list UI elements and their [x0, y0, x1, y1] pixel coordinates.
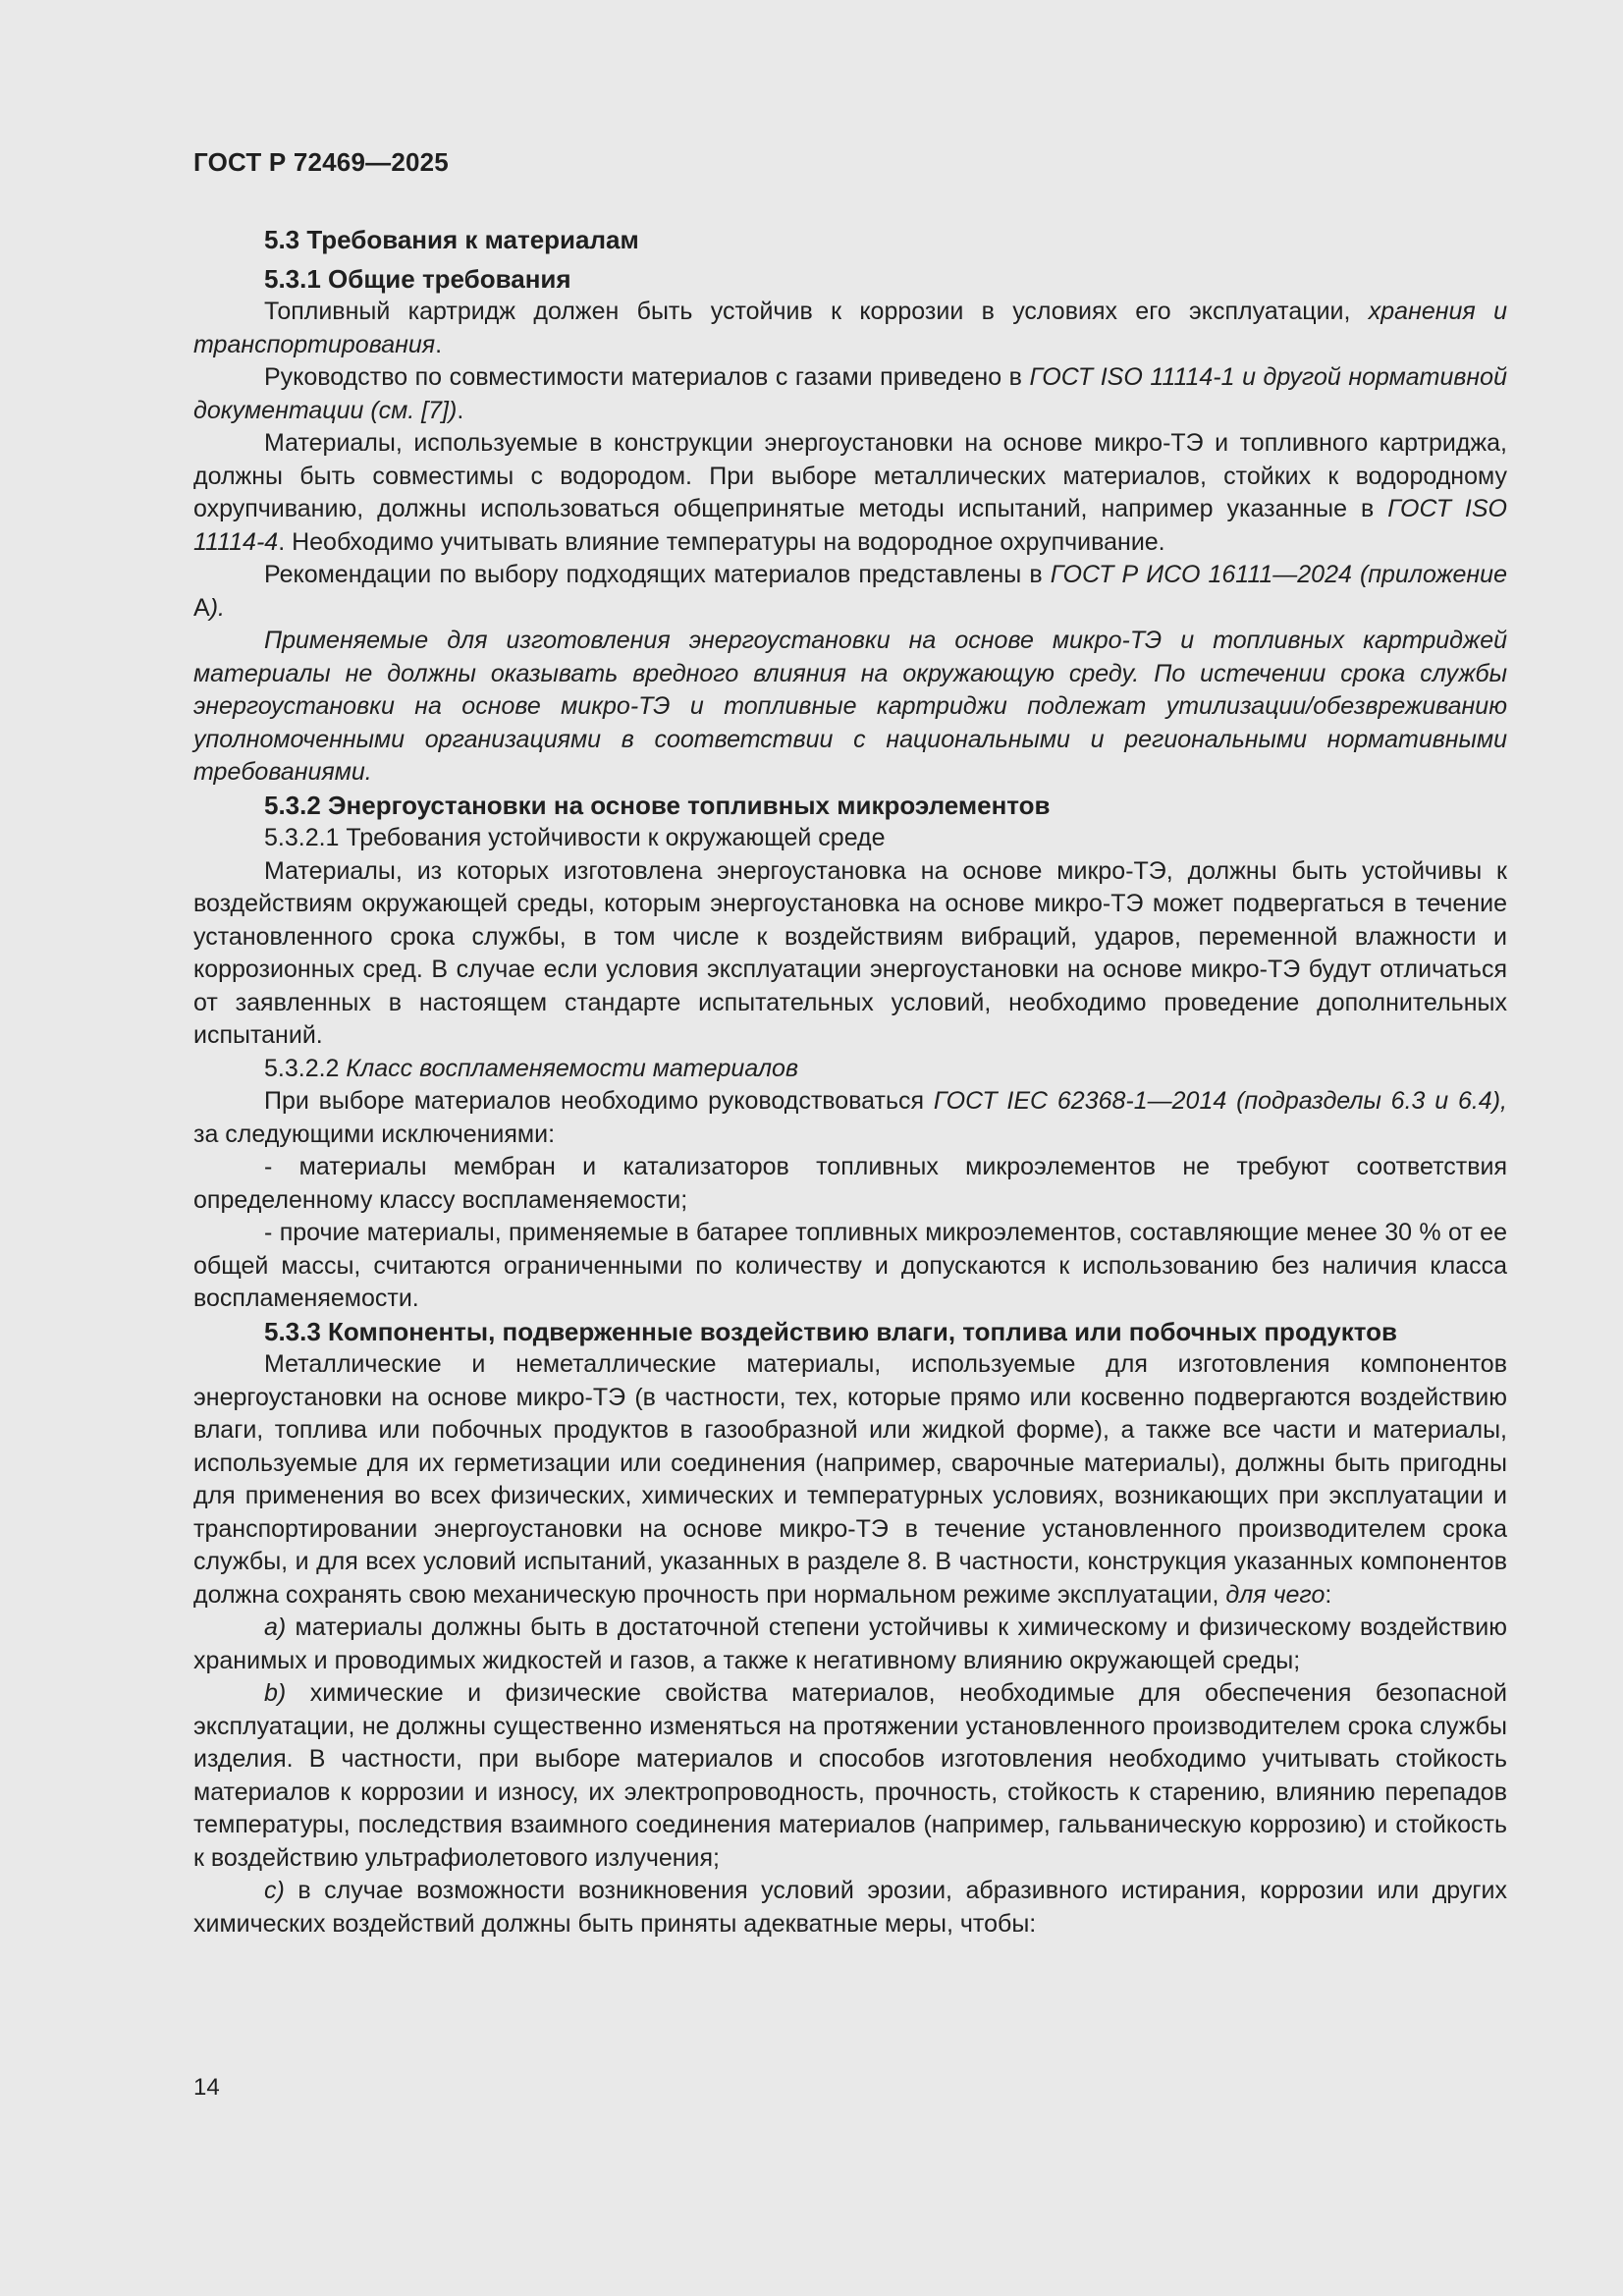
paragraph-text: Рекомендации по выбору подходящих материалов представлены в — [264, 561, 1051, 588]
list-item: - прочие материалы, применяемые в батарее топливных микроэлементов, составляющие менее 30 % от ее общей массы, считаются ограниченными по количеству и допускаются к использованию без наличия класса воспламеняемости. — [193, 1219, 1507, 1312]
list-item-text: материалы должны быть в достаточной степени устойчивы к химическому и физическому воздействию хранимых и проводимых жидкостей и газов, а также к негативному влиянию окружающей среды; — [193, 1613, 1507, 1674]
paragraph-gas-compatibility — [193, 361, 1507, 427]
document-body — [193, 224, 1507, 1941]
list-item-a — [193, 1612, 1507, 1677]
section-5-3-2-2-heading — [193, 1053, 1507, 1086]
paragraph-text: Руководство по совместимости материалов с газами приведено в — [264, 363, 1030, 391]
paragraph-text: Топливный картридж должен быть устойчив к коррозии в условиях его эксплуатации, — [264, 298, 1369, 325]
paragraph-hydrogen-compatibility — [193, 427, 1507, 559]
paragraph-environment-disposal: Применяемые для изготовления энергоустановки на основе микро-ТЭ и топливных картриджей материалы не должны оказывать вредного влияния на окружающую среду. По истечении срока службы энергоустановки на основе микро-ТЭ и топливные картриджи подлежат утилизации/обезвреживанию уполномоченными организациями в соответствии с национальными и региональными нормативными требованиями. — [193, 627, 1507, 786]
italic-reference: хранения и транспортирования — [193, 298, 1507, 358]
page-number: 14 — [193, 2074, 220, 2101]
italic-reference: ГОСТ IEC 62368-1—2014 (подразделы 6.3 и 6.4), — [933, 1087, 1507, 1115]
section-title: Класс воспламеняемости материалов — [346, 1054, 799, 1082]
list-item-text: в случае возможности возникновения условий эрозии, абразивного истирания, коррозии или других химических воздействий должны быть приняты адекватные меры, чтобы: — [193, 1877, 1507, 1938]
paragraph-text: Металлические и неметаллические материалы, используемые для изготовления компонентов энергоустановки на основе микро-ТЭ (в частности, тех, которые прямо или косвенно подвергаются воздействию влаги, топлива или побочных продуктов в газообразной или жидкой форме), а также все части и материалы, используемые для их герметизации или соединения (например, сварочные материалы), должны быть пригодны для применения во всех физических, химических и температурных условиях, возникающих при эксплуатации и транспортировании энергоустановки на основе микро-ТЭ в течение установленного производителем срока службы, и для всех условий испытаний, указанных в разделе 8. В частности, конструкция указанных компонентов должна сохранять свою механическую прочность при нормальном режиме эксплуатации, — [193, 1350, 1507, 1609]
italic-reference: ГОСТ ISO 11114-4 — [193, 495, 1507, 556]
section-5-3-heading: 5.3 Требования к материалам — [264, 225, 639, 254]
italic-reference: ГОСТ Р ИСО 16111—2024 (приложение — [1050, 561, 1507, 588]
italic-reference: ). — [209, 593, 225, 622]
list-marker: c) — [264, 1877, 285, 1904]
list-marker: b) — [264, 1679, 287, 1707]
italic-phrase: для чего — [1225, 1580, 1325, 1609]
paragraph-text: : — [1325, 1580, 1332, 1609]
italic-reference: ГОСТ ISO 11114-1 и другой нормативной документации (см. [7]) — [193, 363, 1507, 424]
paragraph-material-recommendations — [193, 559, 1507, 625]
list-item: - материалы мембран и катализаторов топливных микроэлементов не требуют соответствия определенному классу воспламеняемости; — [193, 1153, 1507, 1214]
list-item-text: химические и физические свойства материалов, необходимые для обеспечения безопасной эксплуатации, не должны существенно изменяться на протяжении установленного производителем срока службы изделия. В частности, при выборе материалов и способов изготовления необходимо учитывать стойкость материалов к коррозии и износу, их электропроводность, прочность, стойкость к старению, влиянию перепадов температуры, последствия взаимного соединения материалов (например, гальваническую коррозию) и стойкость к воздействию ультрафиолетового излучения; — [193, 1679, 1507, 1872]
paragraph-text: . Необходимо учитывать влияние температуры на водородное охрупчивание. — [278, 527, 1165, 556]
paragraph-text: . — [457, 396, 464, 424]
section-number: 5.3.2.2 — [264, 1054, 347, 1082]
paragraph-text: Материалы, используемые в конструкции энергоустановки на основе микро-ТЭ и топливного картриджа, должны быть совместимы с водородом. При выборе металлических материалов, стойких к водородному охрупчиванию, должны использоваться общепринятые методы испытаний, например указанные в — [193, 429, 1507, 522]
paragraph-text: А — [193, 593, 210, 622]
list-item-c — [193, 1875, 1507, 1941]
section-5-3-1-heading: 5.3.1 Общие требования — [264, 263, 571, 294]
paragraph-text: за следующими исключениями: — [193, 1120, 556, 1148]
list-item-b — [193, 1677, 1507, 1875]
section-5-3-2-heading: 5.3.2 Энергоустановки на основе топливных микроэлементов — [264, 790, 1051, 820]
paragraph-environment-resistance: Материалы, из которых изготовлена энергоустановка на основе микро-ТЭ, должны быть устойчивы к воздействиям окружающей среды, которым энергоустановка на основе микро-ТЭ может подвергаться в течение установленного срока службы, в том числе к воздействиям вибраций, ударов, переменной влажности и коррозионных сред. В случае если условия эксплуатации энергоустановки на основе микро-ТЭ будут отличаться от заявленных в настоящем стандарте испытательных условий, необходимо проведение дополнительных испытаний. — [193, 856, 1507, 1049]
paragraph-flammability — [193, 1085, 1507, 1151]
paragraph-text: При выборе материалов необходимо руководствоваться — [264, 1087, 934, 1115]
document-code-header: ГОСТ Р 72469—2025 — [193, 147, 449, 177]
section-5-3-2-1-heading: 5.3.2.1 Требования устойчивости к окружающей среде — [264, 824, 886, 851]
paragraph-corrosion — [193, 296, 1507, 361]
list-marker: a) — [264, 1613, 287, 1641]
paragraph-components-moisture — [193, 1348, 1507, 1612]
section-5-3-3-heading: 5.3.3 Компоненты, подверженные воздействию влаги, топлива или побочных продуктов — [264, 1316, 1398, 1346]
paragraph-text: . — [435, 330, 443, 358]
